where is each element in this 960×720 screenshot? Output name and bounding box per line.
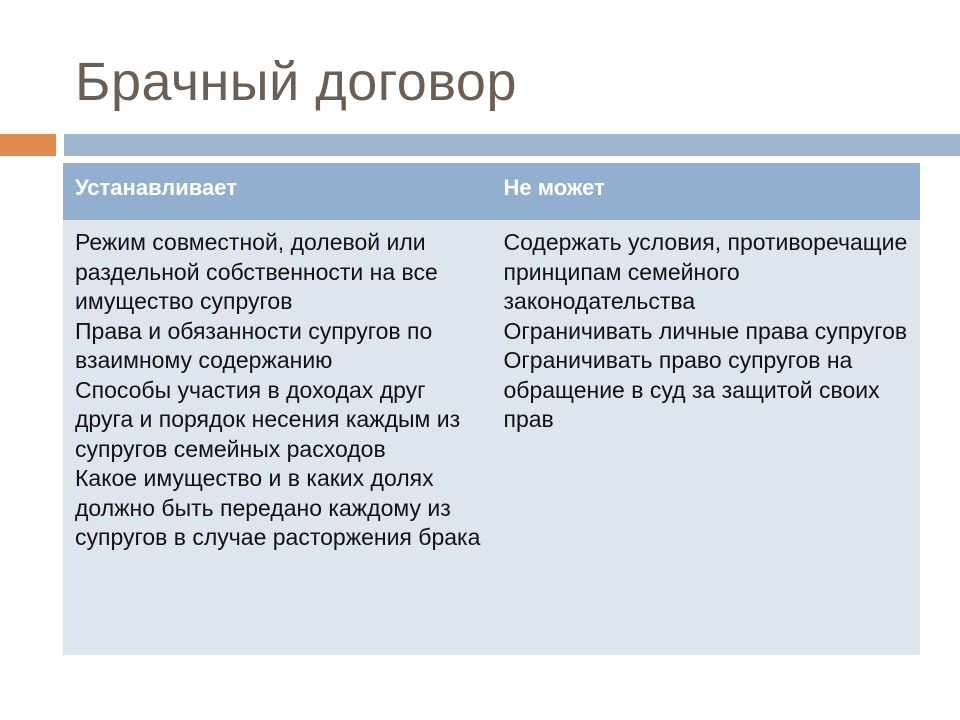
accent-bar (0, 134, 56, 156)
table-row (63, 220, 920, 655)
header-establishes: Устанавливает (63, 163, 492, 220)
establishes-item: Способы участия в доходах друг друга и порядок несения каждым из супругов семейных расходов (75, 376, 461, 462)
title-rule-bar (64, 134, 960, 156)
contract-table (63, 163, 920, 655)
slide-title: Брачный договор (75, 52, 517, 112)
establishes-item: Права и обязанности супругов по взаимному содержанию (75, 317, 433, 373)
establishes-item: Какое имущество и в каких долях должно быть передано каждому из супругов в случае расторжения брака (75, 465, 481, 550)
header-cannot: Не может (492, 163, 921, 220)
cannot-item: Ограничивать личные права супругов (503, 317, 908, 344)
contract-table-container (63, 163, 920, 655)
cannot-item: Ограничивать право супругов на обращение в суд за защитой своих прав (503, 347, 880, 432)
cannot-item: Содержать условия, противоречащие принципам семейного законодательства (503, 229, 908, 314)
table-header-row (63, 163, 920, 220)
establishes-item: Режим совместной, долевой или раздельной собственности на все имущество супругов (75, 229, 438, 314)
establishes-cell (63, 220, 492, 655)
cannot-cell (492, 220, 921, 655)
